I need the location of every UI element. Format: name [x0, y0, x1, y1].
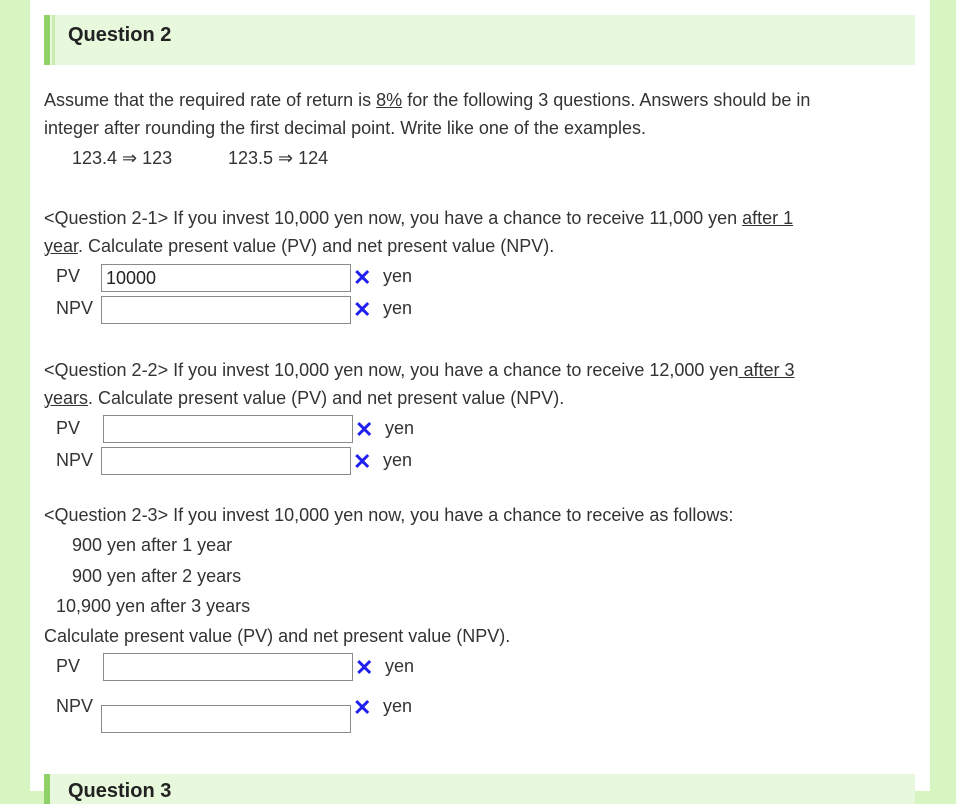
q22-period-unit: years [44, 388, 89, 408]
q21-npv-input[interactable] [101, 296, 351, 324]
q22-period: after 3 [738, 360, 795, 380]
q23-cashflow-1: 900 yen after 1 year [72, 535, 233, 555]
q21-period-unit: year [44, 236, 79, 256]
incorrect-x-icon: ✕ [353, 297, 372, 322]
q23-npv-input[interactable] [101, 705, 351, 733]
incorrect-x-icon: ✕ [355, 655, 374, 680]
q23-npv-label: NPV [56, 696, 94, 716]
next-question-title: Question 3 [68, 780, 172, 802]
incorrect-x-icon: ✕ [353, 449, 372, 474]
q22-text-line1 [44, 356, 795, 384]
q21-period: after 1 [742, 208, 794, 228]
q21-pv-label: PV [56, 266, 81, 286]
q21-pv-input[interactable] [101, 264, 351, 292]
q23-pv-input[interactable] [103, 653, 353, 681]
q21-pv-unit: yen [383, 266, 413, 286]
question-title: Question 2 [68, 24, 172, 46]
q23-pv-unit: yen [385, 656, 415, 676]
q21-npv-unit: yen [383, 298, 413, 318]
q22-npv-unit: yen [383, 450, 413, 470]
q23-cashflow-2: 900 yen after 2 years [72, 566, 242, 586]
required-rate: 8% [376, 90, 403, 110]
q23-npv-unit: yen [383, 696, 413, 716]
example-1: 123.4 ⇒ 123 [72, 148, 173, 168]
question-header [44, 15, 915, 65]
q23-text-line1: <Question 2-3> If you invest 10,000 yen now, you have a chance to receive as follows: [44, 505, 734, 525]
q21-npv-label: NPV [56, 298, 94, 318]
q22-instruction: . Calculate present value (PV) and net present value (NPV). [88, 388, 565, 408]
q23-pv-label: PV [56, 656, 81, 676]
intro-part-end: for the following 3 questions. Answers should be in [402, 90, 811, 110]
q21-text: <Question 2-1> If you invest 10,000 yen now, you have a chance to receive 11,000 yen [44, 208, 743, 228]
q21-instruction: . Calculate present value (PV) and net present value (NPV). [78, 236, 555, 256]
intro-text-line2: integer after rounding the first decimal point. Write like one of the examples. [44, 118, 646, 138]
q22-pv-unit: yen [385, 418, 415, 438]
intro-text-line1 [44, 86, 810, 114]
example-2: 123.5 ⇒ 124 [228, 148, 329, 168]
q22-npv-label: NPV [56, 450, 94, 470]
q22-text-line2 [44, 384, 564, 412]
incorrect-x-icon: ✕ [353, 265, 372, 290]
q22-npv-input[interactable] [101, 447, 351, 475]
question-panel [30, 0, 930, 802]
next-question-header [44, 774, 915, 804]
incorrect-x-icon: ✕ [353, 695, 372, 720]
intro-part: Assume that the required rate of return is [44, 90, 377, 110]
q22-text: <Question 2-2> If you invest 10,000 yen now, you have a chance to receive 12,000 yen [44, 360, 739, 380]
q21-text-line1 [44, 204, 793, 232]
q23-cashflow-3: 10,900 yen after 3 years [56, 596, 251, 616]
q23-instruction: Calculate present value (PV) and net present value (NPV). [44, 626, 511, 646]
q22-pv-label: PV [56, 418, 81, 438]
q22-pv-input[interactable] [103, 415, 353, 443]
q21-text-line2 [44, 232, 554, 260]
incorrect-x-icon: ✕ [355, 417, 374, 442]
